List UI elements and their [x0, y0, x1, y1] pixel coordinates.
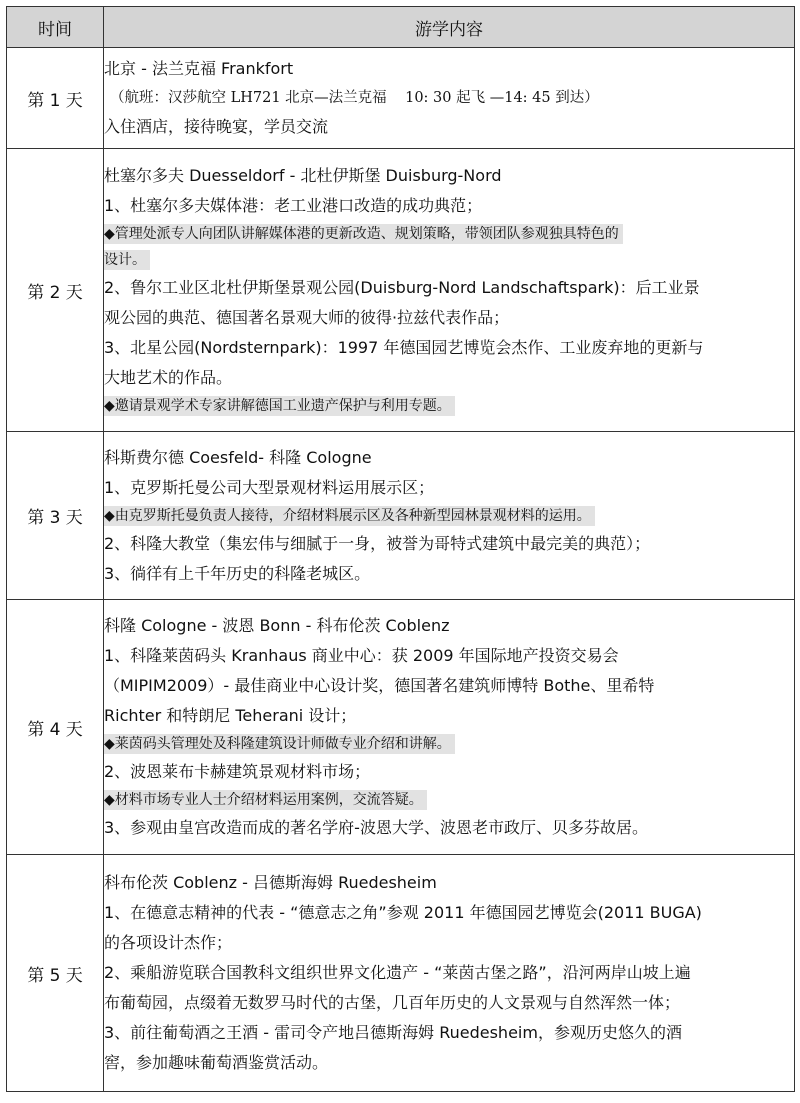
- day-label: 第 5 天: [7, 855, 104, 1092]
- content-line: 3、参观由皇宫改造而成的著名学府-波恩大学、波恩老市政厅、贝多芬故居。: [104, 818, 648, 837]
- itinerary-table: [6, 6, 795, 1092]
- day-row: [7, 855, 795, 1092]
- content-line: Richter 和特朗尼 Teherani 设计；: [104, 706, 357, 725]
- note-text: ◆管理处派专人向团队讲解媒体港的更新改造、规划策略，带领团队参观独具特色的: [104, 224, 623, 244]
- highlight-note: [104, 247, 794, 273]
- content-line: 2、乘船游览联合国教科文组织世界文化遗产 - “莱茵古堡之路”，沿河两岸山坡上遍: [104, 963, 691, 982]
- itinerary-document: [6, 6, 794, 1092]
- day-content: [104, 48, 795, 149]
- header-content: 游学内容: [104, 7, 795, 48]
- content-line: 3、北星公园(Nordsternpark)：1997 年德国园艺博览会杰作、工业废弃地的更新与: [104, 338, 704, 357]
- day-label: 第 3 天: [7, 432, 104, 600]
- content-line: 科布伦茨 Coblenz - 吕德斯海姆 Ruedesheim: [104, 873, 437, 892]
- header-row: [7, 7, 795, 48]
- content-line: 1、科隆莱茵码头 Kranhaus 商业中心：获 2009 年国际地产投资交易会: [104, 646, 619, 665]
- content-line: 北京 - 法兰克福 Frankfort: [104, 59, 294, 78]
- day-row: [7, 48, 795, 149]
- day-label: 第 2 天: [7, 149, 104, 432]
- content-line: 的各项设计杰作；: [104, 933, 233, 952]
- content-line: 布葡萄园，点缀着无数罗马时代的古堡，几百年历史的人文景观与自然浑然一体；: [104, 993, 681, 1012]
- content-line: 科隆 Cologne - 波恩 Bonn - 科布伦茨 Coblenz: [104, 616, 450, 635]
- content-line: 入住酒店，接待晚宴，学员交流: [104, 117, 329, 136]
- highlight-note: [104, 731, 794, 757]
- day-label: 第 4 天: [7, 600, 104, 855]
- day-content: [104, 600, 795, 855]
- content-line: 窖，参加趣味葡萄酒鉴赏活动。: [104, 1053, 329, 1072]
- highlight-note: [104, 221, 794, 247]
- note-text: ◆莱茵码头管理处及科隆建筑设计师做专业介绍和讲解。: [104, 734, 455, 754]
- day-content: [104, 432, 795, 600]
- content-line: 1、杜塞尔多夫媒体港：老工业港口改造的成功典范；: [104, 196, 483, 215]
- note-text: ◆邀请景观学术专家讲解德国工业遗产保护与利用专题。: [104, 396, 455, 416]
- content-line: 2、鲁尔工业区北杜伊斯堡景观公园(Duisburg-Nord Landschaftspark)：后工业景: [104, 278, 700, 297]
- flight-info: （航班：汉莎航空 LH721 北京—法兰克福 10: 30 起飞 —14: 45 到达）: [110, 90, 599, 106]
- day-row: [7, 600, 795, 855]
- content-line: 2、科隆大教堂（集宏伟与细腻于一身，被誉为哥特式建筑中最完美的典范）；: [104, 533, 651, 553]
- content-line: 2、波恩莱布卡赫建筑景观材料市场；: [104, 762, 371, 781]
- day-content: [104, 855, 795, 1092]
- content-line: 科斯费尔德 Coesfeld- 科隆 Cologne: [104, 447, 372, 467]
- content-line: 杜塞尔多夫 Duesseldorf - 北杜伊斯堡 Duisburg-Nord: [104, 166, 502, 185]
- content-line: 1、克罗斯托曼公司大型景观材料运用展示区；: [104, 477, 435, 497]
- day-content: [104, 149, 795, 432]
- content-line: 观公园的典范、德国著名景观大师的彼得·拉兹代表作品；: [104, 308, 510, 327]
- day-label: 第 1 天: [7, 48, 104, 149]
- content-line: （MIPIM2009）- 最佳商业中心设计奖，德国著名建筑师博特 Bothe、里希特: [104, 676, 655, 695]
- content-line: 3、前往葡萄酒之王酒 - 雷司令产地吕德斯海姆 Ruedesheim，参观历史悠久的酒: [104, 1023, 682, 1042]
- note-text: ◆由克罗斯托曼负责人接待，介绍材料展示区及各种新型园林景观材料的运用。: [104, 506, 595, 526]
- highlight-note: [104, 393, 794, 419]
- content-line: 1、在德意志精神的代表 - “德意志之角”参观 2011 年德国园艺博览会(2011 BUGA): [104, 903, 702, 922]
- header-time: 时间: [7, 7, 104, 48]
- content-line: 3、徜徉有上千年历史的科隆老城区。: [104, 563, 371, 583]
- highlight-note: [104, 503, 794, 529]
- content-line: 大地艺术的作品。: [104, 368, 233, 387]
- day-row: [7, 149, 795, 432]
- highlight-note: [104, 787, 794, 813]
- note-text: 设计。: [104, 250, 150, 270]
- day-row: [7, 432, 795, 600]
- itinerary-rows: [7, 48, 795, 1092]
- note-text: ◆材料市场专业人士介绍材料运用案例，交流答疑。: [104, 790, 427, 810]
